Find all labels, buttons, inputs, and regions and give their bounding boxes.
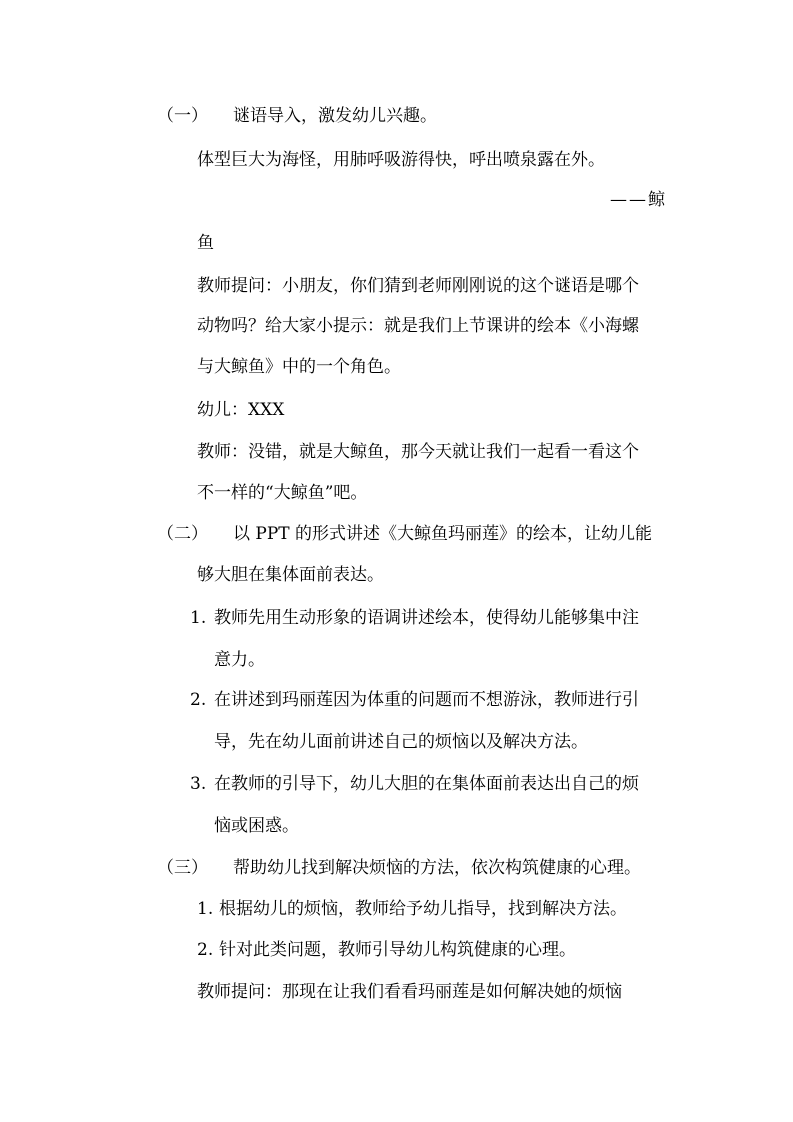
list-item-wrap: 恼或困惑。 <box>214 816 299 836</box>
teacher-reply-line: 教师：没错，就是大鲸鱼，那今天就让我们一起看一看这个 <box>197 442 639 462</box>
riddle-text: 体型巨大为海怪，用肺呼吸游得快，呼出喷泉露在外。 <box>197 150 605 170</box>
section-marker: （二） <box>157 524 208 544</box>
section-marker: （三） <box>157 858 208 878</box>
section-title-wrap: 够大胆在集体面前表达。 <box>197 565 384 585</box>
closing-question: 教师提问：那现在让我们看看玛丽莲是如何解决她的烦恼 <box>197 982 622 1002</box>
list-number: 2. <box>197 940 214 960</box>
teacher-question-line: 与大鲸鱼》中的一个角色。 <box>197 357 401 377</box>
riddle-answer: ——鲸 <box>610 190 667 210</box>
list-number: 1. <box>190 608 207 628</box>
list-number: 3. <box>190 774 207 794</box>
teacher-reply-line: 不一样的“大鲸鱼”吧。 <box>197 483 368 503</box>
list-number: 2. <box>190 690 207 710</box>
teacher-question-line: 动物吗？给大家小提示：就是我们上节课讲的绘本《小海螺 <box>197 316 639 336</box>
list-item-wrap: 导，先在幼儿面前讲述自己的烦恼以及解决方法。 <box>214 732 588 752</box>
list-item: 教师先用生动形象的语调讲述绘本，使得幼儿能够集中注 <box>214 608 639 628</box>
list-item-wrap: 意力。 <box>214 650 265 670</box>
list-item: 针对此类问题，教师引导幼儿构筑健康的心理。 <box>219 940 576 960</box>
section-title: 谜语导入，激发幼儿兴趣。 <box>233 106 437 126</box>
section-marker: （一） <box>157 106 208 126</box>
list-item: 根据幼儿的烦恼，教师给予幼儿指导，找到解决方法。 <box>219 899 627 919</box>
section-title: 以 PPT 的形式讲述《大鲸鱼玛丽莲》的绘本，让幼儿能 <box>233 524 653 544</box>
riddle-answer-wrap: 鱼 <box>197 233 214 253</box>
teacher-question-line: 教师提问：小朋友，你们猜到老师刚刚说的这个谜语是哪个 <box>197 276 639 296</box>
section-title: 帮助幼儿找到解决烦恼的方法，依次构筑健康的心理。 <box>233 858 641 878</box>
child-answer: 幼儿：XXX <box>197 400 285 420</box>
list-number: 1. <box>197 899 214 919</box>
list-item: 在教师的引导下，幼儿大胆的在集体面前表达出自己的烦 <box>214 774 639 794</box>
list-item: 在讲述到玛丽莲因为体重的问题而不想游泳，教师进行引 <box>214 690 639 710</box>
